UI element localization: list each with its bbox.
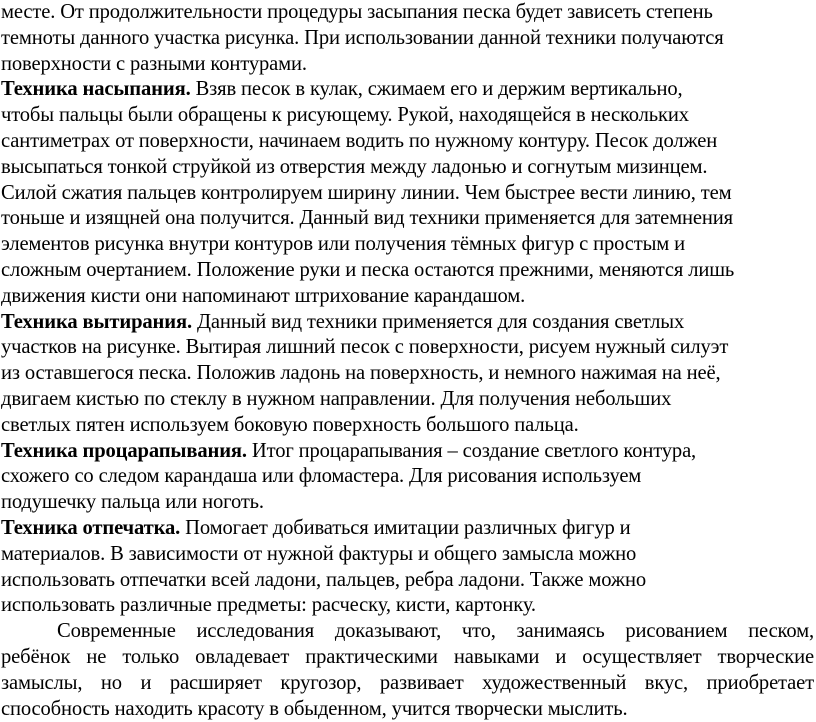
section-wiping-technique (1, 310, 814, 439)
text-line: из оставшегося песка. Положив ладонь на поверхность, и немного нажимая на неё, (1, 362, 721, 385)
section-term: Техника вытирания. (1, 310, 192, 333)
text-line: схожего со следом карандаша или фломастера. Для рисования используем (1, 465, 642, 488)
text-line: двигаем кистью по стеклу в нужном направлении. Для получения небольших (1, 387, 672, 410)
text-line: чтобы пальцы были обращены к рисующему. Рукой, находящейся в нескольких (1, 104, 689, 127)
section-first-line-text: Итог процарапывания – создание светлого контура, (246, 439, 697, 462)
text-line: сложным очертанием. Положение руки и песка остаются прежними, меняются лишь (1, 258, 735, 281)
section-term: Техника отпечатка. (1, 516, 181, 539)
text-line: сантиметрах от поверхности, начинаем водить по нужному контуру. Песок должен (1, 129, 718, 152)
section-term: Техника процарапывания. (1, 439, 247, 462)
text-line: способность находить красоту в обыденном, учится творчески мыслить. (1, 697, 628, 720)
intro-paragraph (1, 0, 814, 77)
section-first-line-text: Взяв песок в кулак, сжимаем его и держим вертикально, (190, 78, 683, 101)
section-first-line-text: Помогает добиваться имитации различных фигур и (180, 516, 631, 539)
section-imprint-technique (1, 516, 814, 619)
text-line: месте. От продолжительности процедуры засыпания песка будет зависеть степень (1, 1, 713, 23)
section-first-line (1, 439, 814, 465)
section-first-line (1, 77, 814, 103)
text-line: материалов. В зависимости от нужной фактуры и общего замысла можно (1, 542, 637, 565)
text-line: использовать отпечатки всей ладони, пальцев, ребра ладони. Также можно (1, 568, 646, 591)
text-line: Силой сжатия пальцев контролируем ширину линии. Чем быстрее вести линию, тем (1, 181, 732, 204)
text-line: высыпаться тонкой струйкой из отверстия между ладонью и согнутым мизинцем. (1, 155, 708, 178)
text-line: Современные исследования доказывают, что, занимаясь рисованием песком, (57, 620, 814, 643)
section-first-line-text: Данный вид техники применяется для создания светлых (191, 310, 685, 333)
conclusion-paragraph (1, 619, 814, 722)
text-line: поверхности с разными контурами. (1, 52, 307, 75)
text-line: участков на рисунке. Вытирая лишний песок с поверхности, рисуем нужный силуэт (1, 336, 729, 359)
text-line: темноты данного участка рисунка. При использовании данной техники получаются (1, 26, 724, 49)
text-line: движения кисти они напоминают штрихование карандашом. (1, 284, 526, 307)
text-line: подушечку пальца или ноготь. (1, 491, 264, 514)
text-line: светлых пятен используем боковую поверхность большого пальца. (1, 413, 579, 436)
text-line: использовать различные предметы: расческу, кисти, картонку. (1, 594, 536, 617)
text-line: элементов рисунка внутри контуров или получения тёмных фигур с простым и (1, 233, 686, 256)
section-first-line (1, 516, 814, 542)
section-pouring-technique (1, 77, 814, 309)
section-scratching-technique (1, 439, 814, 516)
text-line: тоньше и изящней она получится. Данный вид техники применяется для затемнения (1, 207, 733, 230)
section-term: Техника насыпания. (1, 78, 191, 101)
section-first-line (1, 310, 814, 336)
text-line: замыслы, но и расширяет кругозор, развивает художественный вкус, приобретает (1, 671, 814, 694)
text-line: ребёнок не только овладевает практическими навыками и осуществляет творческие (1, 645, 814, 668)
